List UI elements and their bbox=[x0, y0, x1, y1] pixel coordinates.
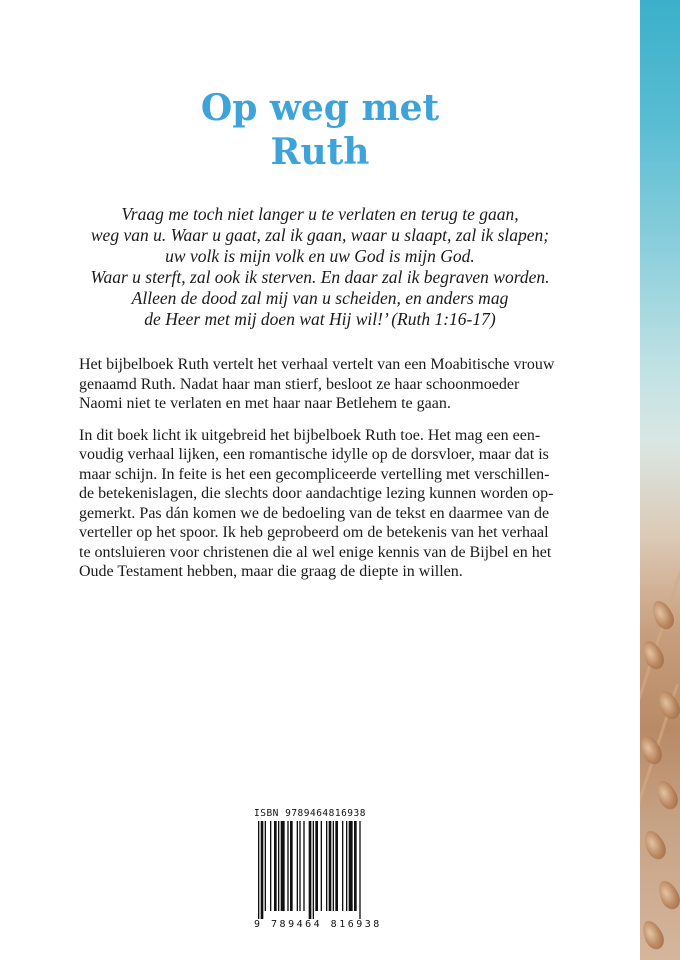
barcode-bar bbox=[321, 821, 322, 911]
barcode-bar bbox=[281, 821, 285, 911]
barcode-bar bbox=[299, 821, 300, 911]
blurb-line: Het bijbelboek Ruth vertelt het verhaal vertelt van een Moabitische vrouw bbox=[79, 356, 555, 373]
quote-line: Vraag me toch niet langer u te verlaten en terug te gaan, bbox=[121, 204, 519, 224]
isbn-barcode bbox=[254, 808, 382, 932]
blurb bbox=[79, 355, 579, 594]
blurb-line: te ontsluieren voor christenen die al wel enige kennis van de Bijbel en het bbox=[79, 543, 552, 561]
blurb-line: Naomi niet te verlaten en met haar naar Betlehem te gaan. bbox=[79, 395, 451, 412]
quote-line: weg van u. Waar u gaat, zal ik gaan, waar u slaapt, zal ik slapen; bbox=[90, 225, 550, 245]
barcode-bar bbox=[346, 821, 347, 911]
blurb-line: gemerkt. Pas dán komen we de bedoeling van de tekst en daarmee van de bbox=[79, 504, 550, 522]
blurb-line: maar schijn. In feite is het een gecompliceerde vertelling met verschillen- bbox=[79, 465, 550, 483]
title-line-2: Ruth bbox=[270, 131, 370, 173]
barcode-bar bbox=[354, 821, 357, 911]
blurb-line: genaamd Ruth. Nadat haar man stierf, besloot ze haar schoonmoeder bbox=[79, 375, 520, 393]
barcode-bar bbox=[274, 821, 277, 911]
barcode-bar bbox=[258, 821, 259, 919]
barcode-bar bbox=[287, 821, 288, 911]
barcode-digits: 9 789464 816938 bbox=[254, 919, 382, 930]
barcode-bar bbox=[342, 821, 343, 911]
quote-line: de Heer met mij doen wat Hij wil!’ (Ruth 1:16-17) bbox=[144, 309, 496, 329]
quote-line: uw volk is mijn volk en uw God is mijn God. bbox=[165, 246, 475, 266]
barcode-bar bbox=[326, 821, 327, 911]
bible-quote bbox=[40, 204, 600, 330]
blurb-paragraph-2 bbox=[79, 426, 579, 582]
barcode-bar bbox=[297, 821, 298, 911]
barcode-bar bbox=[335, 821, 338, 911]
blurb-line: de betekenislagen, die slechts door aandachtige lezing kunnen worden op- bbox=[79, 485, 554, 502]
barcode-bars bbox=[258, 821, 362, 919]
barcode-bar bbox=[270, 821, 271, 911]
barcode-bar bbox=[303, 821, 304, 911]
barcode-bar bbox=[313, 821, 314, 919]
barcode-bar bbox=[329, 821, 332, 911]
book-title bbox=[0, 86, 640, 174]
barcode-bar bbox=[278, 821, 279, 911]
barcode-bar bbox=[315, 821, 318, 911]
blurb-line: voudig verhaal lijken, een romantische idylle op de dorsvloer, maar dat is bbox=[79, 446, 549, 463]
barcode-bar bbox=[349, 821, 353, 911]
barcode-bar bbox=[359, 821, 360, 919]
blurb-line: verteller op het spoor. Ik heb geprobeerd om de betekenis van het verhaal bbox=[79, 524, 549, 541]
blurb-paragraph-1 bbox=[79, 355, 579, 414]
isbn-label: ISBN 9789464816938 bbox=[254, 808, 366, 819]
barcode-bar bbox=[309, 821, 312, 919]
title-line-1: Op weg met bbox=[200, 87, 440, 129]
quote-line: Alleen de dood zal mij van u scheiden, en anders mag bbox=[131, 288, 509, 308]
barcode-bar bbox=[333, 821, 334, 911]
barcode-bar bbox=[265, 821, 266, 911]
blurb-line: In dit boek licht ik uitgebreid het bijbelboek Ruth toe. Het mag een een- bbox=[79, 426, 541, 444]
blurb-line: Oude Testament hebben, maar die graag de diepte in willen. bbox=[79, 563, 463, 580]
barcode-bar bbox=[290, 821, 293, 911]
wheat-photo-strip bbox=[640, 0, 680, 960]
barcode-bar bbox=[261, 821, 264, 919]
quote-line: Waar u sterft, zal ook ik sterven. En daar zal ik begraven worden. bbox=[90, 267, 550, 287]
